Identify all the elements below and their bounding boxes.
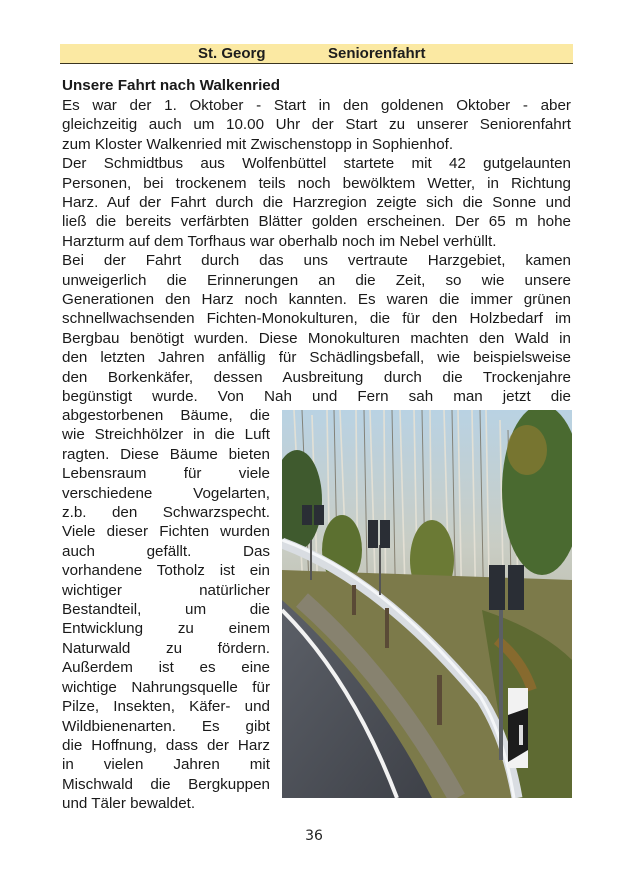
text-line: Es war der 1. Oktober - Start in den goldenen Oktober - aber [62,97,571,114]
text-line: Bergbau benötigt wurden. Diese Monokulturen machten den Wald in [62,329,571,347]
article-body-beside-photo [62,406,270,814]
text-line: die Hoffnung, dass der Harz [62,736,270,754]
text-line: wichtiger natürlicher [62,581,270,599]
text-line: ragten. Diese Bäume bieten [62,445,270,463]
text-line: in vielen Jahren mit [62,756,270,774]
text-line: verschiedene Vogelarten, [62,484,270,502]
forest-road-photo [282,410,572,798]
text-line: Personen, bei trockenem teils noch bewölktem Wetter, in Richtung [62,174,571,192]
text-line: Bei der Fahrt durch das uns vertraute Harzgebiet, kamen [62,252,571,270]
text-line: Harz. Auf der Fahrt durch die Harzregion zeigte sich die Sonne und [62,194,571,212]
text-line: vorhandene Totholz ist ein [62,562,270,580]
text-line: Pilze, Insekten, Käfer- und [62,698,270,716]
text-line: Der Schmidtbus aus Wolfenbüttel startete mit 42 gutgelaunten [62,155,571,173]
text-line: zum Kloster Walkenried mit Zwischenstopp in Sophienhof. [62,135,454,153]
text-line: Viele dieser Fichten wurden [62,523,270,541]
text-line: wichtige Nahrungsquelle für [62,678,270,696]
text-line: Entwicklung zu einem [62,620,270,638]
text-line: Außerdem ist es eine [62,659,270,677]
text-line: den Borkenkäfer, dessen Ausbreitung durch die Trockenjahre [62,368,571,386]
text-line: Lebensraum für viele [62,465,270,483]
text-line: den letzten Jahren anfällig für Schädlingsbefall, wie beispielsweise [62,349,571,367]
text-line: wie Streichhölzer in die Luft [62,426,270,444]
text-line: Harzturm auf dem Torfhaus war oberhalb noch im Nebel verhüllt. [62,232,497,250]
text-line: Generationen den Harz noch kannten. Es waren die immer grünen [62,291,571,309]
page-number: 36 [305,828,323,844]
delineator-post [508,688,528,768]
text-line: Wildbienenarten. Es gibt [62,717,270,735]
text-line: Mischwald die Bergkuppen [62,775,270,793]
text-line: ließ die bereits verfärbten Blätter golden erscheinen. Der 65 m hohe [62,213,571,231]
header-section-title: St. Georg [198,45,266,62]
text-line: begünstigt wurde. Von Nah und Fern sah man jetzt die [62,388,571,406]
article-title: Unsere Fahrt nach Walkenried [62,77,281,94]
text-line: unweigerlich die Erinnerungen an die Zeit, so wie unsere [62,271,571,289]
text-line: auch gefällt. Das [62,542,270,560]
photo-illustration [282,410,572,798]
header-bar [60,44,573,64]
article-body-full-width [62,96,571,407]
text-line: schnellwachsenden Fichten-Monokulturen, die für den Holzbedarf im [62,310,571,328]
text-line: und Täler bewaldet. [62,795,196,813]
text-line: abgestorbenen Bäume, die [62,407,270,424]
header-topic-title: Seniorenfahrt [328,45,426,62]
text-line: Naturwald zu fördern. [62,639,270,657]
text-line: z.b. den Schwarzspecht. [62,504,270,522]
text-line: gleichzeitig auch um 10.00 Uhr der Start zu unserer Seniorenfahrt [62,116,571,134]
text-line: Bestandteil, um die [62,601,270,619]
